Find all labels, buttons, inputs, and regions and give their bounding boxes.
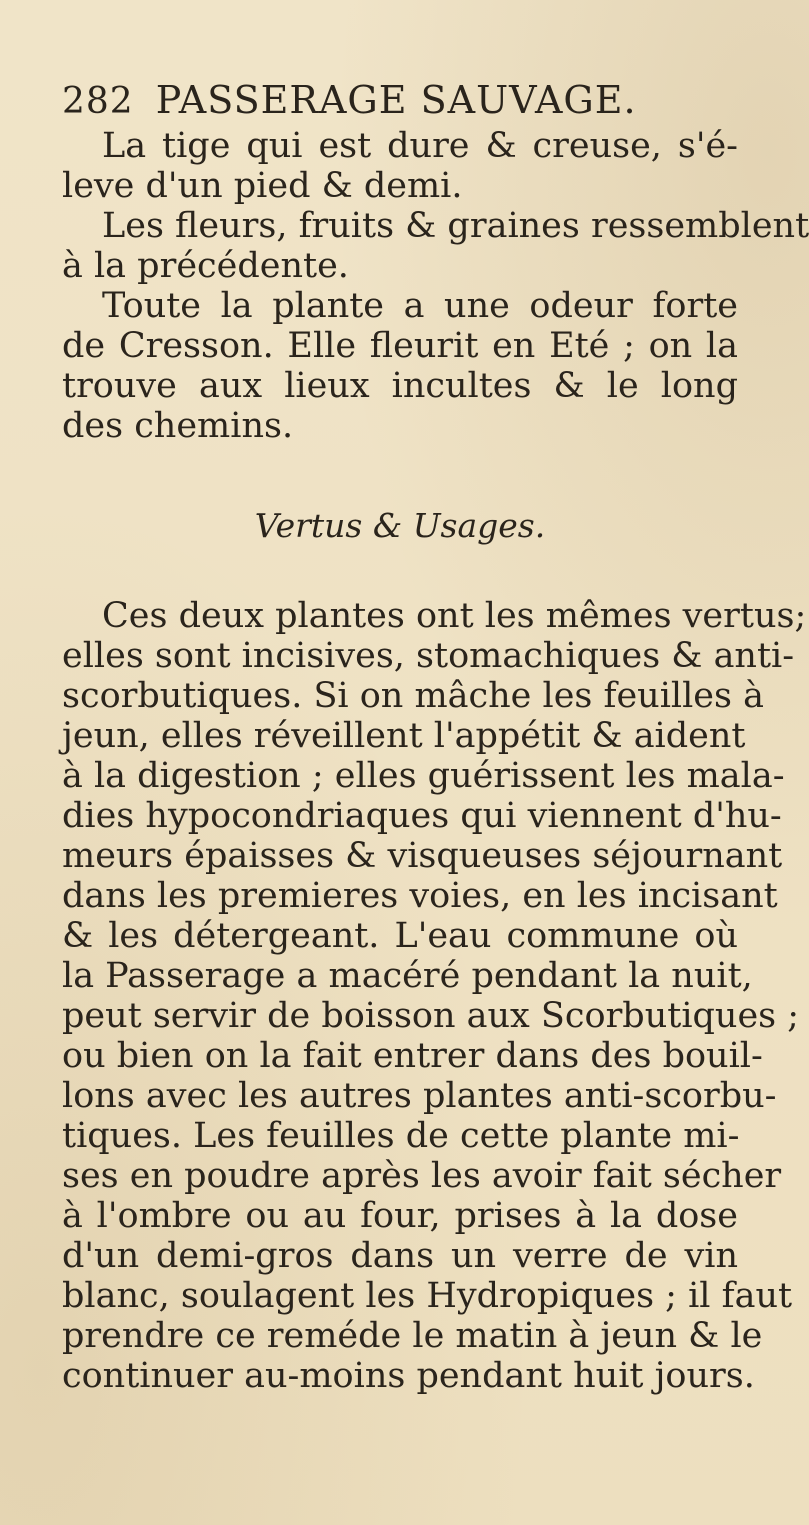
text-line: La tige qui est dure & creuse, s'é- — [102, 126, 738, 166]
text-line: scorbutiques. Si on mâche les feuilles à — [62, 676, 764, 716]
text-line: tiques. Les feuilles de cette plante mi- — [62, 1116, 740, 1156]
text-line: des chemins. — [62, 406, 294, 446]
text-line: Ces deux plantes ont les mêmes vertus; — [102, 596, 807, 636]
text-line: leve d'un pied & demi. — [62, 166, 463, 206]
text-line: lons avec les autres plantes anti-scorbu- — [62, 1076, 777, 1116]
running-head-title: PASSERAGE SAUVAGE. — [155, 78, 637, 122]
text-line: à la précédente. — [62, 246, 349, 286]
text-line: de Cresson. Elle fleurit en Eté ; on la — [62, 326, 738, 366]
book-page — [62, 78, 809, 1396]
text-line: la Passerage a macéré pendant la nuit, — [62, 956, 753, 996]
text-line: à la digestion ; elles guérissent les mala- — [62, 756, 785, 796]
text-line: à l'ombre ou au four, prises à la dose — [62, 1196, 738, 1236]
text-line: dans les premieres voies, en les incisant — [62, 876, 778, 916]
text-line: elles sont incisives, stomachiques & anti- — [62, 636, 795, 676]
text-line: Toute la plante a une odeur forte — [102, 286, 738, 326]
section-heading: Vertus & Usages. — [254, 506, 546, 545]
text-line: trouve aux lieux incultes & le long — [62, 366, 738, 406]
text-line: & les détergeant. L'eau commune où — [62, 916, 738, 956]
text-line: dies hypocondriaques qui viennent d'hu- — [62, 796, 782, 836]
text-line: d'un demi-gros dans un verre de vin — [62, 1236, 738, 1276]
text-line: peut servir de boisson aux Scorbutiques ; — [62, 996, 800, 1036]
text-line: Les fleurs, fruits & graines ressemblent — [102, 206, 809, 246]
text-line: jeun, elles réveillent l'appétit & aident — [62, 716, 746, 756]
running-head — [62, 78, 738, 126]
page-number: 282 — [62, 81, 134, 122]
text-line: meurs épaisses & visqueuses séjournant — [62, 836, 783, 876]
text-line: continuer au-moins pendant huit jours. — [62, 1356, 755, 1396]
text-line: ou bien on la fait entrer dans des bouil- — [62, 1036, 763, 1076]
text-line: blanc, soulagent les Hydropiques ; il faut — [62, 1276, 793, 1316]
text-line: ses en poudre après les avoir fait sécher — [62, 1156, 782, 1196]
text-line: prendre ce reméde le matin à jeun & le — [62, 1316, 763, 1356]
